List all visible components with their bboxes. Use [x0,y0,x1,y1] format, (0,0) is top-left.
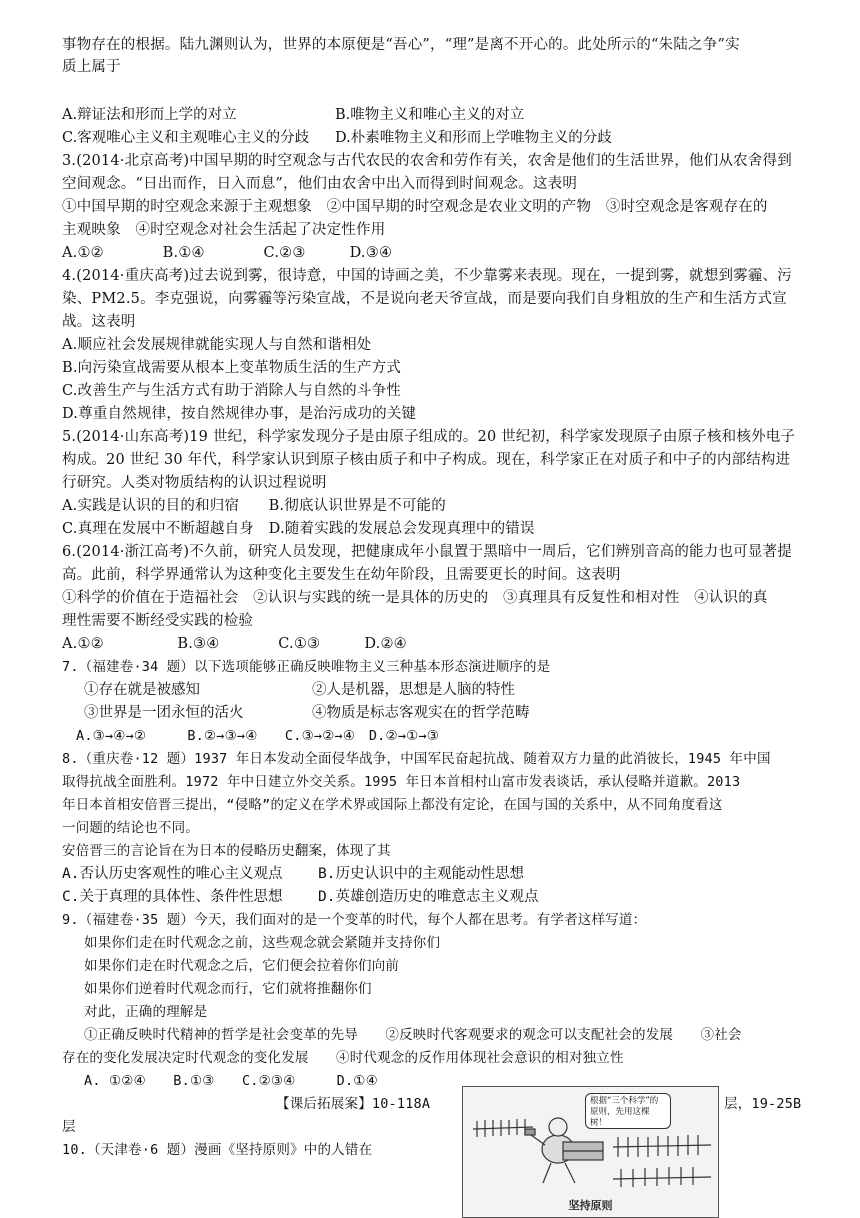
section-heading-cont: 层 [62,1119,76,1135]
cartoon-image [462,1086,719,1218]
cartoon-caption: 坚持原则 [568,1199,613,1212]
text-line: 一问题的结论也不同。 [62,820,199,836]
option-c: C.关于真理的具体性、条件性思想 [62,889,283,905]
option-b: B.唯物主义和唯心主义的对立 [335,107,525,123]
text-line: 安倍晋三的言论旨在为日本的侵略历史翻案，体现了其 [62,843,391,859]
statement-1: ①存在就是被感知 [84,682,200,698]
section-heading: 【课后拓展案】10-118A [276,1096,431,1112]
option-c: C.改善生产与生活方式有助于消除人与自然的斗争性 [62,383,401,399]
question-7: 7.（福建卷·34 题）以下选项能够正确反映唯物主义三种基本形态演进顺序的是 [62,659,551,675]
text-line: 行研究。人类对物质结构的认识过程说明 [62,475,327,491]
text-line: ①中国早期的时空观念来源于主观想象 ②中国早期的时空观念是农业文明的产物 ③时空观念是客观存在的 [62,199,768,215]
question-9: 9.（福建卷·35 题）今天，我们面对的是一个变革的时代，每个人都在思考。有学者这样写道： [62,912,647,928]
speech-bubble: 根据“三个科学”的原则，先用这棵树！ [585,1093,671,1129]
answer-options: C.真理在发展中不断超越自身 D.随着实践的发展总会发现真理中的错误 [62,521,535,537]
text-line: ①科学的价值在于造福社会 ②认识与实践的统一是具体的历史的 ③真理具有反复性和相对性 ④认识的真 [62,590,768,606]
text-line: 年日本首相安倍晋三提出，“侵略”的定义在学术界或国际上都没有定论，在国与国的关系中，从不同角度看这 [62,797,723,813]
statement-2: ②人是机器，思想是人脑的特性 [312,682,515,698]
answer-options: A.实践是认识的目的和归宿 B.彻底认识世界是不可能的 [62,498,446,514]
text-line: 存在的变化发展决定时代观念的变化发展 ④时代观念的反作用体现社会意识的相对独立性 [62,1050,624,1066]
text-line: 高。此前，科学界通常认为这种变化主要发生在幼年阶段，且需要更长的时间。这表明 [62,567,621,583]
text-line: 质上属于 [62,59,121,75]
text-line: 事物存在的根据。陆九渊则认为，世界的本原便是“吾心”，“理”是离不开心的。此处所示的“朱陆之争”实 [62,37,740,53]
answer-options: A.①② B.①④ C.②③ D.③④ [62,245,393,261]
option-a: A.辩证法和形而上学的对立 [62,107,237,123]
option-c: C.客观唯心主义和主观唯心主义的分歧 [62,130,310,146]
answer-options: A.③→④→② B.②→③→④ C.③→②→④ D.②→①→③ [76,728,440,744]
text-line: ①正确反映时代精神的哲学是社会变革的先导 ②反映时代客观要求的观念可以支配社会的发展 ③社会 [84,1027,742,1043]
answer-options: A.①② B.③④ C.①③ D.②④ [62,636,407,652]
text-line: 构成。20 世纪 30 年代，科学家认识到原子核由质子和中子构成。现在，科学家正在对质子和中子的内部结构进 [62,452,791,468]
quote-line: 如果你们走在时代观念之后，它们便会拉着你们向前 [84,958,400,974]
option-d: D.英雄创造历史的唯意志主义观点 [318,889,539,905]
text-line: 染、PM2.5。李克强说，向雾霾等污染宣战，不是说向老天爷宣战，而是要向我们自身粗放的生产和生活方式宣 [62,291,787,307]
statement-4: ④物质是标志客观实在的哲学范畴 [312,705,530,721]
section-heading-cont: 层，19-25B [724,1096,802,1112]
question-6: 6.(2014·浙江高考)不久前，研究人员发现，把健康成年小鼠置于黑暗中一周后，它们辨别音高的能力也可显著提 [62,544,792,560]
option-b: B.历史认识中的主观能动性思想 [318,866,524,882]
option-d: D.尊重自然规律，按自然规律办事，是治污成功的关键 [62,406,417,422]
question-3: 3.(2014·北京高考)中国早期的时空观念与古代农民的农舍和劳作有关，农舍是他们的生活世界，他们从农舍得到 [62,153,792,169]
question-8: 8.（重庆卷·12 题）1937 年日本发动全面侵华战争，中国军民奋起抗战、随着双方力量的此消彼长，1945 年中国 [62,751,771,767]
text-line: 理性需要不断经受实践的检验 [62,613,254,629]
option-d: D.朴素唯物主义和形而上学唯物主义的分歧 [335,130,612,146]
text-line: 主观映象 ④时空观念对社会生活起了决定性作用 [62,222,386,238]
text-line: 空间观念。“日出而作，日入而息”，他们由农舍中出入而得到时间观念。这表明 [62,176,578,192]
question-5: 5.(2014·山东高考)19 世纪，科学家发现分子是由原子组成的。20 世纪初，科学家发现原子由原子核和核外电子 [62,429,796,445]
question-10: 10.（天津卷·6 题）漫画《坚持原则》中的人错在 [62,1142,373,1158]
question-4: 4.(2014·重庆高考)过去说到雾，很诗意，中国的诗画之美，不少靠雾来表现。现在，一提到雾，就想到雾霾、污 [62,268,792,284]
statement-3: ③世界是一团永恒的活火 [84,705,244,721]
quote-line: 如果你们逆着时代观念而行，它们就将推翻你们 [84,981,372,997]
option-b: B.向污染宣战需要从根本上变革物质生活的生产方式 [62,360,402,376]
option-a: A.否认历史客观性的唯心主义观点 [62,866,283,882]
text-line: 对此，正确的理解是 [84,1004,208,1020]
text-line: 战。这表明 [62,314,136,330]
quote-line: 如果你们走在时代观念之前，这些观念就会紧随并支持你们 [84,935,441,951]
text-line: 取得抗战全面胜利。1972 年中日建立外交关系。1995 年日本首相村山富市发表谈话，承认侵略并道歉。2013 [62,774,741,790]
answer-options: A. ①②④ B.①③ C.②③④ D.①④ [84,1073,378,1089]
option-a: A.顺应社会发展规律就能实现人与自然和谐相处 [62,337,372,353]
